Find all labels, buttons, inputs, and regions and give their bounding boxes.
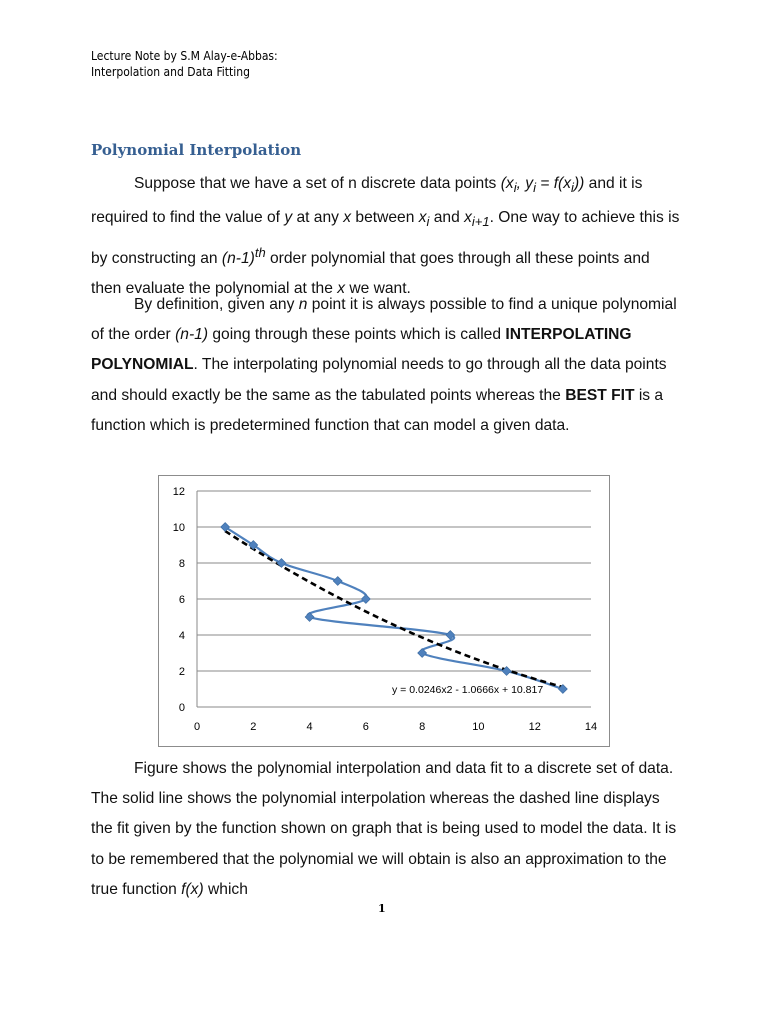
y-tick-label: 0	[178, 702, 185, 714]
y-tick-label: 6	[178, 594, 185, 606]
section-title: Polynomial Interpolation	[91, 141, 302, 159]
y-tick-label: 12	[172, 486, 185, 498]
data-point-marker	[418, 649, 427, 658]
paragraph-figure-description: Figure shows the polynomial interpolation and data fit to a discrete set of data. The solid line shows the polynomial interpolation whereas the dashed line displays the fit given by the function shown on graph that is being used to model the data. It is to be remembered that the polynomial we will obtain is also an approximation to the true function f(x) which	[91, 760, 677, 898]
header-author-line: Lecture Note by S.M Alay-e-Abbas:	[91, 49, 278, 63]
document-header	[91, 48, 278, 80]
x-tick-label: 8	[419, 721, 426, 733]
interpolation-chart	[159, 476, 609, 746]
term-interpolating-polynomial: INTERPOLATING POLYNOMIAL	[91, 326, 632, 374]
term-best-fit: BEST FIT	[565, 386, 635, 404]
x-tick-label: 12	[528, 721, 541, 733]
x-tick-label: 0	[193, 721, 201, 733]
paragraph-intro: Suppose that we have a set of n discrete data points ($x_i$, $y_i = f(x_i)$) and it is required to find the value of y at any x between $x_i$ and $x_{i+1}$. One way to achieve this is by constructing an $(n-1)^{th}$ order polynomial that goes through all these points and then evaluate the polynomial at the x we want.	[91, 175, 680, 298]
data-point-marker	[305, 613, 314, 622]
data-point-marker	[361, 595, 370, 604]
x-tick-label: 10	[472, 721, 485, 733]
chart-frame	[158, 475, 610, 747]
page-number: 1	[378, 902, 386, 915]
data-point-marker	[277, 559, 286, 568]
best-fit-trendline	[225, 531, 563, 687]
y-tick-label: 10	[172, 522, 185, 534]
x-tick-label: 2	[250, 721, 257, 733]
x-tick-label: 6	[362, 721, 369, 733]
x-tick-label: 14	[584, 721, 598, 733]
trendline-equation-label: y = 0.0246x2 - 1.0666x + 10.817	[392, 684, 544, 696]
y-tick-label: 8	[178, 558, 185, 570]
x-tick-label: 4	[306, 721, 313, 733]
interpolation-curve	[225, 527, 563, 689]
paragraph-definition: By definition, given any n point it is always possible to find a unique polynomial of the order (n-1) going through these points which is called INTERPOLATING POLYNOMIAL. The interpolating polynomial needs to go through all the data points and should exactly be the same as the tabulated points whereas the BEST FIT is a function which is predetermined function that can model a given data.	[91, 296, 677, 434]
data-point-marker	[333, 577, 342, 586]
y-tick-label: 2	[178, 666, 185, 678]
y-tick-label: 4	[178, 630, 185, 642]
header-topic-line: Interpolation and Data Fitting	[91, 65, 250, 79]
